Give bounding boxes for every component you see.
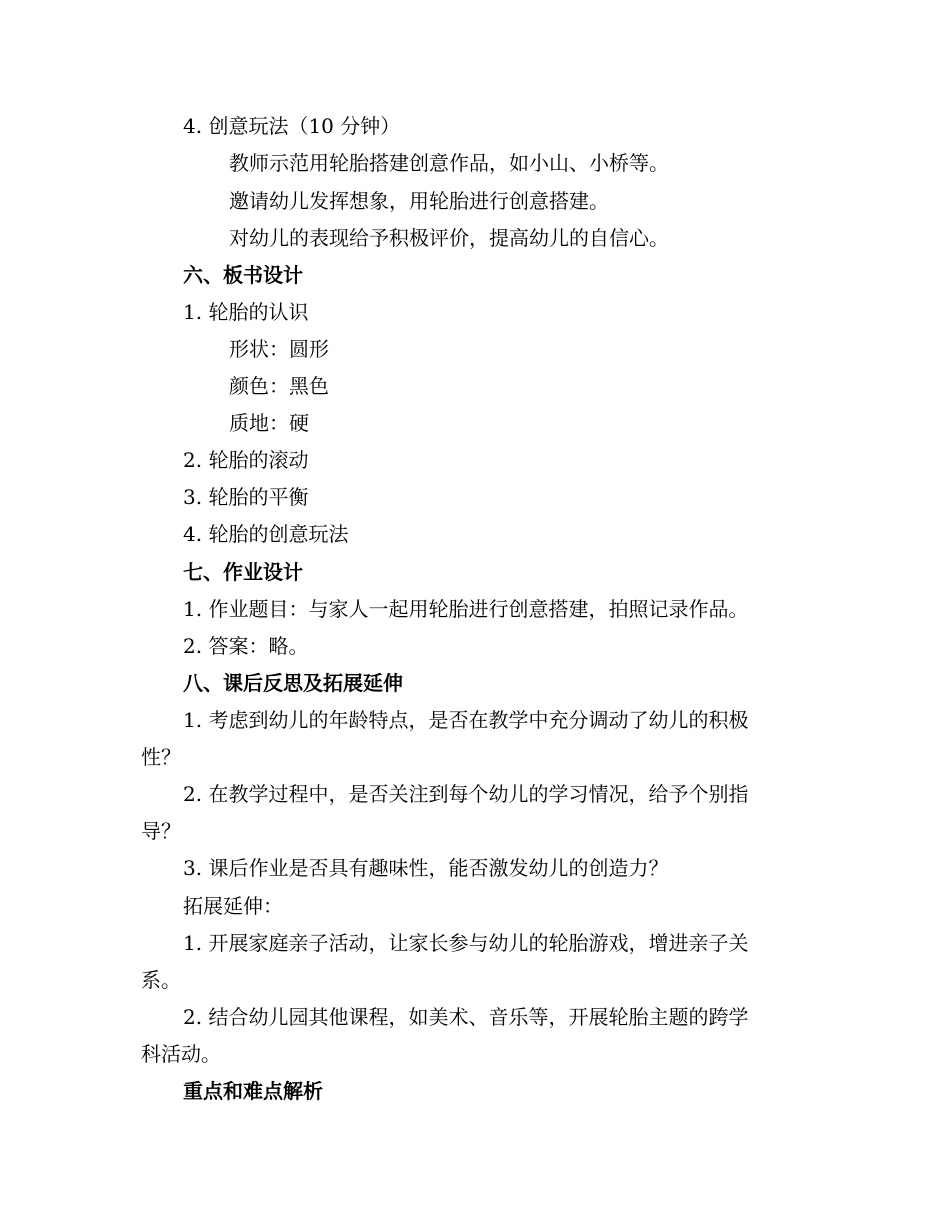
paragraph-line: 科活动。 <box>141 1042 221 1066</box>
sub-item: 颜色：黑色 <box>229 374 329 398</box>
list-item: 1. 作业题目：与家人一起用轮胎进行创意搭建，拍照记录作品。 <box>183 597 749 621</box>
section-heading-key-points: 重点和难点解析 <box>183 1079 323 1103</box>
section-heading-homework: 七、作业设计 <box>183 560 303 584</box>
paragraph-line: 对幼儿的表现给予积极评价，提高幼儿的自信心。 <box>229 226 669 250</box>
paragraph-line: 系。 <box>141 968 181 992</box>
section-heading-reflection: 八、课后反思及拓展延伸 <box>183 671 403 695</box>
list-item: 4. 轮胎的创意玩法 <box>183 522 349 546</box>
paragraph-line: 导？ <box>141 819 181 843</box>
list-item-creative-play: 4. 创意玩法（10 分钟） <box>183 114 401 138</box>
paragraph-line: 1. 开展家庭亲子活动，让家长参与幼儿的轮胎游戏，增进亲子关 <box>183 931 749 955</box>
list-item: 2. 轮胎的滚动 <box>183 448 309 472</box>
section-heading-board-design: 六、板书设计 <box>183 263 303 287</box>
list-item: 2. 答案：略。 <box>183 634 309 658</box>
paragraph-line: 3. 课后作业是否具有趣味性，能否激发幼儿的创造力？ <box>183 856 669 880</box>
paragraph-line: 2. 在教学过程中，是否关注到每个幼儿的学习情况，给予个别指 <box>183 782 749 806</box>
paragraph-line: 1. 考虑到幼儿的年龄特点，是否在教学中充分调动了幼儿的积极 <box>183 708 749 732</box>
paragraph-line: 2. 结合幼儿园其他课程，如美术、音乐等，开展轮胎主题的跨学 <box>183 1005 749 1029</box>
list-item: 1. 轮胎的认识 <box>183 300 309 324</box>
paragraph-line: 邀请幼儿发挥想象，用轮胎进行创意搭建。 <box>229 189 609 213</box>
sub-item: 形状：圆形 <box>229 337 329 361</box>
paragraph-line: 性？ <box>141 745 181 769</box>
sub-item: 质地：硬 <box>229 411 309 435</box>
list-item: 3. 轮胎的平衡 <box>183 485 309 509</box>
paragraph-line: 拓展延伸： <box>183 894 283 918</box>
paragraph-line: 教师示范用轮胎搭建创意作品，如小山、小桥等。 <box>229 151 669 175</box>
